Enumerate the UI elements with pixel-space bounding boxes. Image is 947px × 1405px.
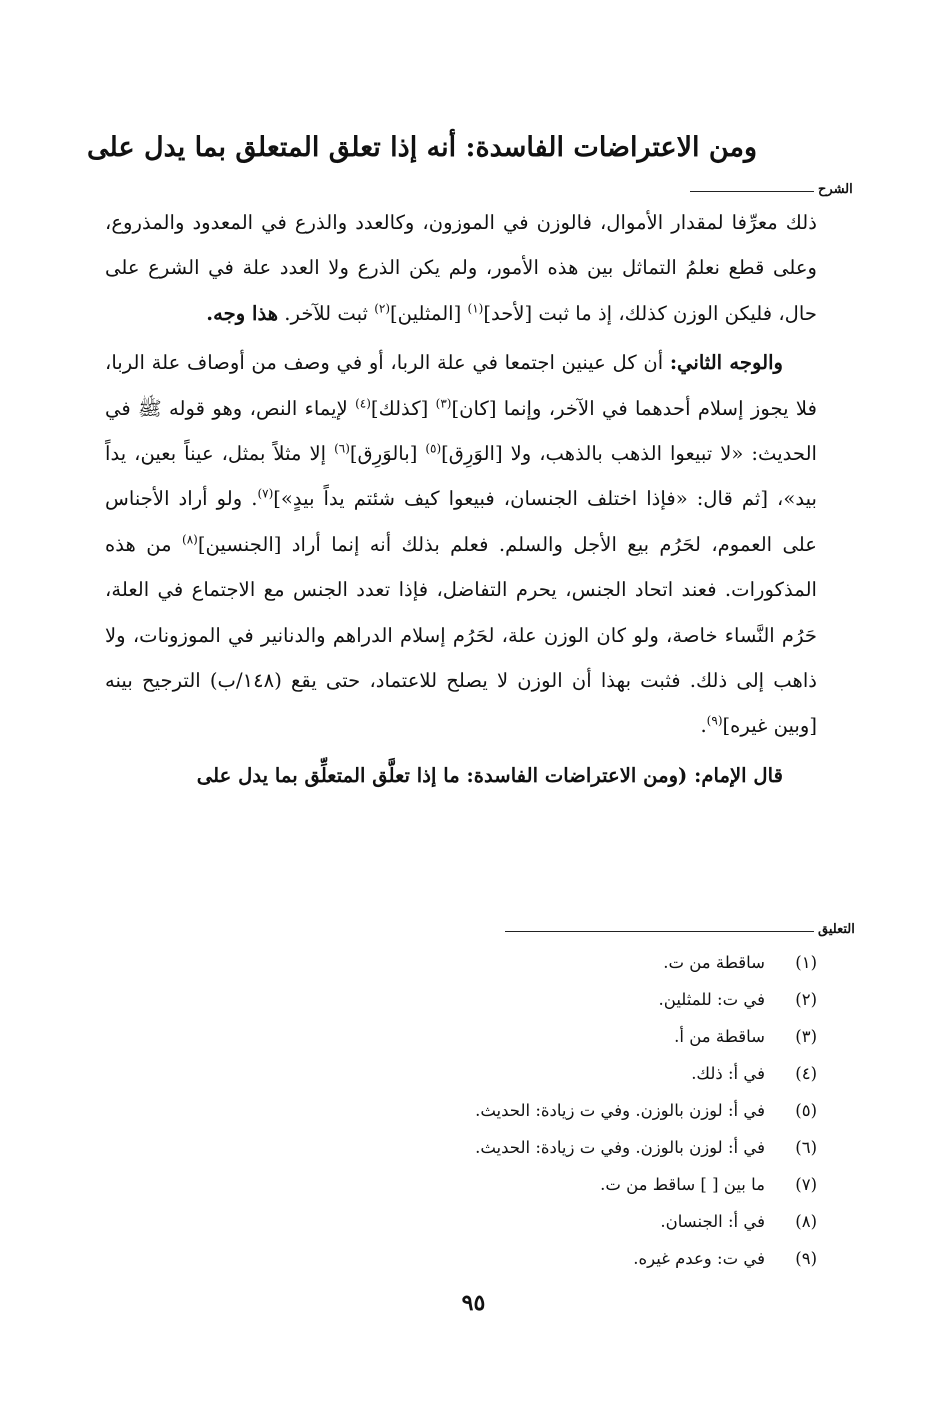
- footnote-number: (٥): [795, 1101, 817, 1120]
- footnote-number: (١): [795, 953, 817, 972]
- footnote-ref-3: (٣): [435, 396, 452, 411]
- footnote-item: [217, 1166, 817, 1203]
- footnote-ref-2: (٢): [374, 301, 391, 316]
- footnote-text: في ت: للمثلين.: [658, 990, 765, 1009]
- footnote-ref-9: (٩): [706, 713, 723, 728]
- footnote-ref-7: (٧): [257, 486, 274, 501]
- footnote-ref-4: (٤): [355, 396, 371, 411]
- footnote-item: [217, 1240, 817, 1277]
- footnote-item: [217, 1018, 817, 1055]
- footnote-text: ساقطة من أ.: [674, 1027, 765, 1046]
- footnote-text: في أ: لوزن بالوزن. وفي ت زيادة: الحديث.: [475, 1101, 765, 1120]
- footnote-text: ما بين [ ] ساقط من ت.: [600, 1175, 765, 1194]
- footnotes-list: [217, 944, 817, 1277]
- text-run: ذلك معرِّفا لمقدار الأموال، فالوزن في الموزون، وكالعدد والذرع في المعدود والمذروع، وعلى قطع نعلمُ التماثل بين هذه الأمور، ولم يكن الذرع ولا العدد علة في الشرع على حال، فليكن الوزن كذلك، إذ ما ثبت [لأحد]: [105, 211, 817, 325]
- footnote-ref-8: (٨): [182, 532, 198, 547]
- footnote-ref-1: (١): [467, 301, 484, 316]
- footnote-item: [217, 1203, 817, 1240]
- footnote-ref-6: (٦): [334, 441, 350, 456]
- footnote-text: في أ: ذلك.: [691, 1064, 765, 1083]
- text-run: . ولو أراد الأجناس على العموم، لحَرُم بيع الأجل والسلم. فعلم بذلك أنه إنما أراد [الجنسين]: [105, 487, 817, 556]
- footnote-item: [217, 981, 817, 1018]
- footnote-text: في ت: وعدم غيره.: [633, 1249, 765, 1268]
- page-number: ٩٥: [461, 1290, 486, 1316]
- footnote-number: (٢): [795, 990, 817, 1009]
- footnote-text: في أ: لوزن بالوزن. وفي ت زيادة: الحديث.: [475, 1138, 765, 1157]
- footnote-number: (٦): [795, 1138, 817, 1157]
- commentary-body: [105, 200, 817, 798]
- footnote-ref-5: (٥): [425, 441, 442, 456]
- text-run: أن كل عينين اجتمعا في علة الربا، أو في وصف من أوصاف علة الربا، فلا يجوز إسلام أحدهما في الآخر، وإنما [كان]: [105, 351, 817, 420]
- taliq-section-label: التعليق: [818, 922, 855, 937]
- footnote-item: [217, 944, 817, 981]
- taliq-section-rule: [505, 931, 814, 932]
- footnote-number: (٣): [795, 1027, 817, 1046]
- footnote-text: في أ: الجنسان.: [660, 1212, 765, 1231]
- sharh-section-rule: [690, 191, 814, 192]
- footnote-number: (٤): [795, 1064, 817, 1083]
- paragraph-lead: والوجه الثاني:: [669, 351, 783, 375]
- imam-quote-paragraph: قال الإمام: (ومن الاعتراضات الفاسدة: ما إذا تعلَّق المتعلِّق بما يدل على: [196, 763, 783, 787]
- text-run: لإيماء النص، وهو قوله ﷺ في الحديث: «لا تبيعوا الذهب بالذهب، ولا [الوَرِق]: [105, 396, 817, 466]
- footnote-item: [217, 1092, 817, 1129]
- text-run: .: [700, 714, 707, 738]
- commentary-paragraph-1: [105, 200, 817, 336]
- footnote-item: [217, 1129, 817, 1166]
- footnote-text: ساقطة من ت.: [663, 953, 765, 972]
- footnote-number: (٨): [795, 1212, 817, 1231]
- footnote-item: [217, 1055, 817, 1092]
- footnote-number: (٩): [795, 1249, 817, 1268]
- footnote-number: (٧): [795, 1175, 817, 1194]
- text-run: [المثلين]: [390, 301, 468, 325]
- commentary-paragraph-2: [105, 340, 817, 749]
- sharh-section-label: الشرح: [818, 182, 853, 197]
- text-run: [بالوَرِق]: [349, 442, 426, 466]
- text-run: ثبت للآخر.: [278, 301, 375, 325]
- text-run: من هذه المذكورات. فعند اتحاد الجنس، يحرم التفاضل، فإذا تعدد الجنس مع الاجتماع في العلة، حَرُم النَّساء خاصة، ولو كان الوزن علة، لحَرُم إسلام الدراهم والدنانير في الموزونات، ولا ذاهب إلى ذلك. فثبت بهذا أن الوزن لا يصلح للاعتماد، حتى يقع (١٤٨/ب) الترجيح بينه [وبين غيره]: [105, 532, 818, 738]
- emphasis-text: هذا وجه.: [206, 301, 279, 325]
- matn-heading: ومن الاعتراضات الفاسدة: أنه إذا تعلق المتعلق بما يدل على: [87, 132, 757, 163]
- text-run: [كذلك]: [370, 396, 436, 420]
- text-run: إلا مثلاً بمثل، عيناً بعين، يداً بيد»، [ثم قال: «فإذا اختلف الجنسان، فبيعوا كيف شئتم يداً بيدٍ»]: [105, 442, 818, 511]
